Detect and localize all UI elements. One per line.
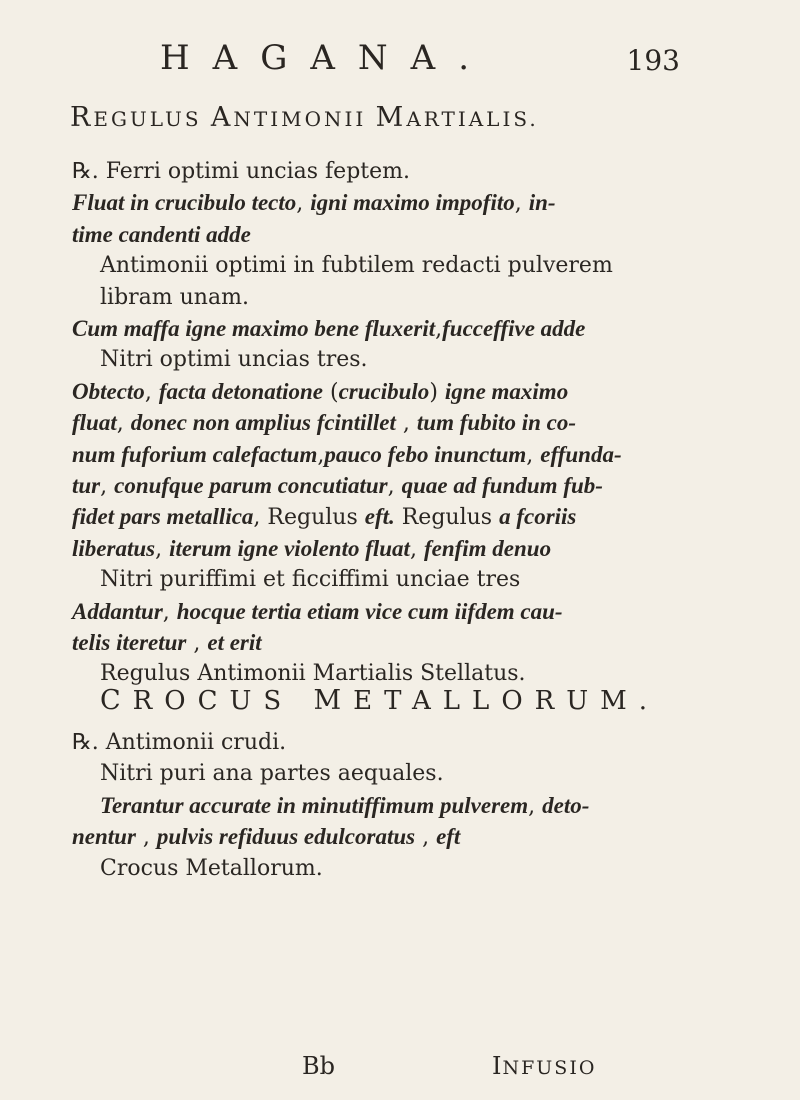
roman-run: , bbox=[155, 536, 170, 562]
text-line bbox=[72, 157, 410, 187]
page-footer bbox=[0, 1052, 800, 1092]
roman-run: Regulus Antimonii Martialis Stellatus. bbox=[100, 661, 526, 687]
roman-run: , bbox=[144, 379, 159, 405]
italic-run: eft. bbox=[364, 504, 395, 530]
italic-run: time candenti adde bbox=[72, 221, 251, 247]
roman-run: ( bbox=[323, 379, 339, 405]
text-line bbox=[100, 759, 444, 789]
text-line bbox=[100, 854, 323, 884]
roman-run: Nitri puriffimi et ficciffimi unciae tres bbox=[100, 567, 521, 593]
roman-run: Nitri puri ana partes aequales. bbox=[100, 761, 444, 787]
text-line bbox=[72, 628, 262, 659]
italic-run: hocque tertia etiam vice cum iifdem cau- bbox=[176, 598, 563, 624]
italic-run: a fcoriis bbox=[499, 504, 577, 530]
text-line bbox=[72, 597, 563, 628]
text-line bbox=[72, 534, 551, 565]
roman-run: , bbox=[514, 191, 529, 217]
italic-run: fluat bbox=[72, 410, 117, 436]
roman-run: ℞. Ferri optimi uncias feptem. bbox=[72, 159, 411, 184]
text-line bbox=[100, 345, 368, 375]
roman-run: ℞. Antimonii crudi. bbox=[72, 730, 287, 755]
italic-run: liberatus bbox=[72, 535, 156, 561]
text-line bbox=[100, 565, 520, 595]
section-title-crocus: CROCUS METALLORUM. bbox=[100, 685, 660, 716]
roman-run: , bbox=[296, 191, 311, 217]
roman-run: Crocus Metallorum. bbox=[100, 855, 323, 881]
roman-run: Regulus bbox=[394, 505, 500, 531]
italic-run: in- bbox=[528, 190, 556, 216]
italic-run: Fluat in crucibulo tecto bbox=[72, 190, 297, 216]
roman-run: , bbox=[387, 474, 402, 499]
italic-run: Addantur bbox=[72, 598, 163, 624]
italic-run: Terantur accurate in minutiffimum pulverem bbox=[100, 792, 529, 818]
italic-run: donec non amplius fcintillet bbox=[130, 410, 396, 436]
text-line bbox=[100, 791, 589, 822]
roman-run: , bbox=[526, 442, 541, 468]
text-line bbox=[72, 188, 556, 219]
page-header bbox=[160, 38, 680, 88]
italic-run: conufque parum concutiatur bbox=[114, 473, 388, 498]
text-line bbox=[72, 728, 286, 758]
text-line bbox=[72, 471, 603, 502]
italic-run: igni maximo impofito bbox=[310, 190, 515, 216]
text-line bbox=[72, 502, 576, 533]
italic-run: tur bbox=[72, 473, 101, 498]
italic-run: igne maximo bbox=[444, 378, 569, 404]
italic-run: num fuforium calefactum bbox=[72, 441, 318, 467]
italic-run: et erit bbox=[207, 630, 262, 655]
roman-run: , bbox=[415, 825, 437, 851]
roman-run: , bbox=[162, 599, 177, 625]
signature-mark: Bb bbox=[302, 1052, 335, 1080]
italic-run: telis iteretur bbox=[72, 630, 187, 655]
roman-run: Nitri optimi uncias tres. bbox=[100, 347, 368, 373]
italic-run: Obtecto bbox=[72, 378, 145, 404]
italic-run: quae ad fundum fub- bbox=[401, 473, 603, 498]
italic-run: tum fubito in co- bbox=[416, 410, 576, 436]
roman-run: , bbox=[395, 411, 417, 437]
roman-run: , bbox=[528, 793, 543, 819]
text-line bbox=[72, 822, 460, 853]
roman-run: , bbox=[135, 825, 157, 851]
text-line bbox=[100, 251, 613, 281]
roman-run: libram unam. bbox=[100, 284, 249, 310]
text-line bbox=[72, 314, 585, 345]
roman-run: , bbox=[100, 474, 115, 499]
italic-run: fidet pars metallica bbox=[72, 504, 254, 530]
italic-run: facta detonatione bbox=[158, 378, 323, 404]
italic-run: pauco febo inunctum bbox=[324, 441, 527, 467]
italic-run: effunda- bbox=[540, 441, 622, 467]
roman-run: , bbox=[186, 631, 208, 656]
roman-run: , bbox=[409, 536, 424, 562]
text-line bbox=[72, 220, 251, 251]
italic-run: crucibulo bbox=[338, 378, 430, 404]
italic-run: iterum igne violento fluat bbox=[169, 535, 410, 561]
text-line bbox=[72, 377, 568, 408]
roman-run: , bbox=[435, 317, 443, 342]
italic-run: deto- bbox=[542, 792, 590, 818]
roman-run: Antimonii optimi in fubtilem redacti pulverem bbox=[100, 253, 613, 279]
running-head: HAGANA. bbox=[160, 38, 493, 78]
italic-run: Cum maffa igne maximo bene fluxerit bbox=[72, 316, 436, 341]
roman-run: ) bbox=[429, 379, 445, 405]
text-line bbox=[100, 283, 249, 313]
page-number: 193 bbox=[626, 44, 680, 77]
catchword: INFUSIO bbox=[492, 1052, 597, 1080]
italic-run: fenfim denuo bbox=[423, 535, 552, 561]
italic-run: eft bbox=[436, 824, 461, 850]
roman-run: , bbox=[116, 411, 131, 437]
text-line bbox=[72, 408, 576, 439]
text-line bbox=[72, 440, 622, 471]
roman-run: , bbox=[317, 442, 325, 468]
roman-run: , Regulus bbox=[253, 505, 365, 531]
italic-run: pulvis refiduus edulcoratus bbox=[156, 824, 416, 850]
italic-run: nentur bbox=[72, 824, 136, 850]
italic-run: fucceffive adde bbox=[442, 316, 586, 341]
section-title-regulus: REGULUS ANTIMONII MARTIALIS. bbox=[70, 102, 539, 133]
